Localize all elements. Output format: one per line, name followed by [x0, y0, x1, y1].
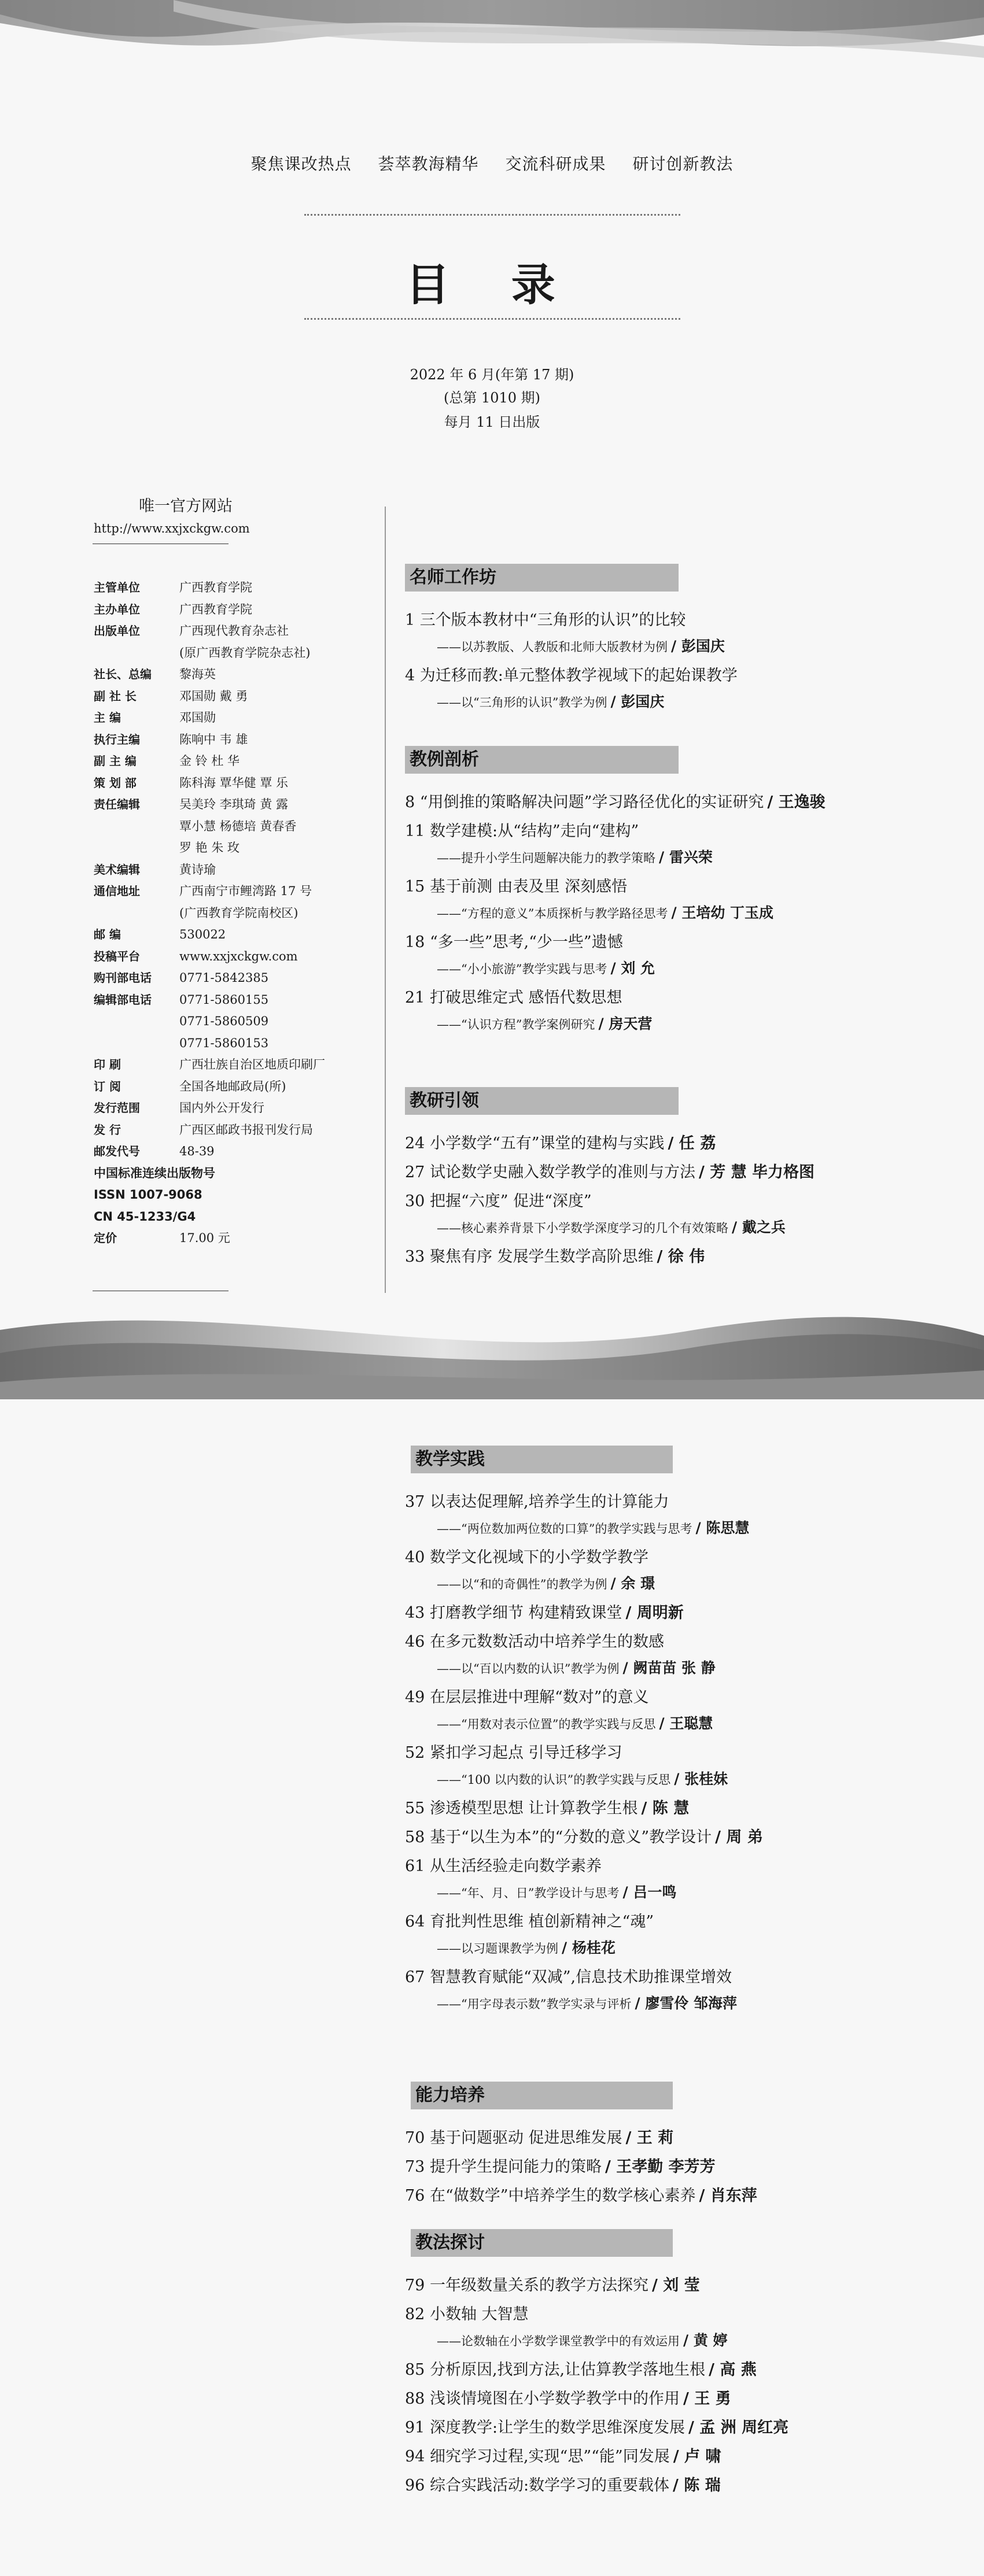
toc-entry-author: / 任 荔: [668, 1134, 716, 1152]
masthead-value: 邓国勋 戴 勇: [179, 689, 248, 703]
toc-entry[interactable]: [405, 818, 639, 841]
toc-entry-author: / 刘 允: [610, 960, 655, 977]
toc-entry-subtitle: [437, 635, 725, 656]
masthead-label: 定价: [94, 1231, 117, 1245]
website-url[interactable]: http://www.xxjxckgw.com: [94, 522, 250, 535]
toc-entry-subtitle: [437, 901, 773, 922]
toc-entry-author: / 周 弟: [715, 1828, 763, 1846]
toc-entry-title: 52 紧扣学习起点 引导迁移学习: [405, 1744, 622, 1762]
toc-entry-author: / 孟 洲 周红亮: [688, 2419, 789, 2437]
toc-subtitle-text: ——“100 以内数的认识”的教学实践与反思: [437, 1773, 671, 1787]
masthead-row: [94, 1033, 383, 1055]
toc-entry-subtitle: [437, 957, 655, 978]
toc-entry[interactable]: [405, 1544, 648, 1567]
toc-entry-author: / 卢 啸: [673, 2448, 721, 2466]
toc-entry-title: 55 渗透模型思想 让计算教学生根: [405, 1799, 638, 1817]
toc-entry-title: 27 试论数学史融入数学教学的准则与方法: [405, 1163, 695, 1181]
masthead-value: 广西教育学院: [179, 602, 252, 616]
masthead-row: [94, 707, 383, 729]
masthead-label: 发 行: [94, 1122, 121, 1137]
toc-entry-subtitle: [437, 1881, 676, 1902]
masthead-row: [94, 599, 383, 621]
toc-entry-title: 49 在层层推进中理解“数对”的意义: [405, 1688, 649, 1706]
masthead-value: 黎海英: [179, 667, 216, 681]
toc-entry[interactable]: [405, 1795, 689, 1818]
toc-entry-subtitle: [437, 1517, 749, 1538]
toc-entry-title: 67 智慧教育赋能“双减”,信息技术助推课堂增效: [405, 1968, 732, 1986]
masthead-label: 社长、总编: [94, 667, 152, 681]
toc-entry-subtitle: [437, 1216, 786, 1237]
toc-entry-subtitle: [437, 1768, 728, 1788]
masthead-label: 副 社 长: [94, 689, 137, 703]
toc-entry-author: / 彭国庆: [671, 638, 725, 655]
masthead-row: [94, 1054, 383, 1076]
masthead-value: (广西教育学院南校区): [179, 906, 298, 920]
toc-subtitle-text: ——“方程的意义”本质探析与教学路径思考: [437, 907, 668, 921]
section-heading: 教例剖析: [405, 746, 679, 774]
masthead-list: [94, 577, 383, 1250]
toc-entry-subtitle: [437, 846, 713, 867]
slogan: 聚焦课改热点: [250, 154, 352, 173]
toc-entry[interactable]: [405, 1964, 732, 1987]
toc-entry[interactable]: [405, 1740, 622, 1762]
masthead-row: [94, 1097, 383, 1119]
masthead-row: [94, 1206, 383, 1228]
column-divider: [385, 507, 386, 1293]
masthead-value: www.xxjxckgw.com: [179, 949, 298, 963]
toc-entry-title: 37 以表达促理解,培养学生的计算能力: [405, 1493, 669, 1511]
toc-entry-title: 58 基于“以生为本”的“分数的意义”教学设计: [405, 1828, 712, 1846]
masthead-value: 48-39: [179, 1144, 215, 1158]
website-heading: 唯一官方网站: [139, 497, 233, 515]
masthead-value: 覃小慧 杨德培 黄春香: [179, 819, 297, 833]
masthead-value: 530022: [179, 927, 226, 941]
toc-subtitle-text: ——以苏教版、人教版和北师大版教材为例: [437, 640, 668, 654]
masthead-row: [94, 1076, 383, 1098]
toc-subtitle-text: ——以习题课教学为例: [437, 1942, 558, 1956]
masthead-value: 17.00 元: [179, 1231, 230, 1245]
masthead-row: [94, 773, 383, 794]
toc-entry-subtitle: [437, 1572, 655, 1593]
masthead-row: [94, 989, 383, 1011]
page-title: 目 录: [406, 259, 578, 311]
masthead-row: [94, 859, 383, 881]
toc-entry-author: / 高 燕: [709, 2361, 757, 2379]
toc-entry-title: 61 从生活经验走向数学素养: [405, 1857, 602, 1875]
toc-entry[interactable]: [405, 1684, 649, 1707]
issue-total: (总第 1010 期): [443, 390, 541, 406]
masthead-label: 邮发代号: [94, 1144, 140, 1158]
masthead-row: [94, 1119, 383, 1141]
masthead-value: 广西南宁市鲤湾路 17 号: [179, 884, 312, 898]
toc-entry-title: 85 分析原因,找到方法,让估算教学落地生根: [405, 2361, 706, 2379]
toc-entry-author: / 陈思慧: [695, 1520, 750, 1536]
toc-entry-subtitle: [437, 1936, 616, 1957]
masthead-row: [94, 577, 383, 599]
masthead-row: [94, 1228, 383, 1250]
toc-entry-title: 70 基于问题驱动 促进思维发展: [405, 2129, 622, 2147]
toc-entry-author: / 阙苗苗 张 静: [622, 1660, 716, 1676]
toc-subtitle-text: ——“两位数加两位数的口算”的教学实践与思考: [437, 1522, 692, 1536]
toc-entry-title: 88 浅谈情境图在小学数学教学中的作用: [405, 2390, 680, 2408]
toc-entry-subtitle: [437, 1657, 716, 1677]
masthead-label: 投稿平台: [94, 949, 140, 963]
toc-entry-author: / 余 璟: [610, 1575, 655, 1592]
toc-entry[interactable]: [405, 1629, 664, 1651]
masthead-row: [94, 924, 383, 946]
toc-entry-subtitle: [437, 1012, 652, 1033]
toc-entry[interactable]: [405, 2301, 529, 2324]
masthead-label: 策 划 部: [94, 775, 137, 790]
toc-entry-title: 64 育批判性思维 植创新精神之“魂”: [405, 1913, 654, 1931]
masthead-value: 黄诗瑜: [179, 862, 216, 877]
toc-subtitle-text: ——论数轴在小学数学课堂教学中的有效运用: [437, 2334, 680, 2348]
toc-entry[interactable]: [405, 1188, 592, 1211]
toc-subtitle-text: ——以“百以内数的认识”教学为例: [437, 1662, 620, 1676]
top-wave-decoration: [0, 0, 984, 87]
toc-entry-title: 21 打破思维定式 感悟代数思想: [405, 989, 622, 1007]
toc-entry-author: / 廖雪伶 邹海萍: [635, 1995, 738, 2012]
toc-entry[interactable]: [405, 1909, 654, 1931]
toc-entry[interactable]: [405, 1600, 684, 1623]
toc-entry-author: / 肖东萍: [699, 2187, 757, 2205]
toc-entry-author: / 张桂妹: [674, 1771, 728, 1787]
toc-subtitle-text: ——核心素养背景下小学数学深度学习的几个有效策略: [437, 1221, 728, 1235]
toc-entry[interactable]: [405, 2386, 731, 2408]
toc-entry[interactable]: [405, 985, 622, 1007]
toc-entry-title: 96 综合实践活动:数学学习的重要载体: [405, 2477, 670, 2494]
section-heading: 教研引领: [405, 1087, 679, 1115]
masthead-value: 陈科海 覃华健 覃 乐: [179, 775, 289, 790]
toc-entry-title: 46 在多元数数活动中培养学生的数感: [405, 1633, 664, 1651]
toc-entry-author: / 王培幼 丁玉成: [671, 904, 774, 921]
toc-entry-author: / 王孝勤 李芳芳: [605, 2158, 716, 2176]
masthead-row: [94, 664, 383, 686]
toc-subtitle-text: ——“小小旅游”教学实践与思考: [437, 962, 607, 976]
masthead-row: [94, 620, 383, 642]
toc-entry[interactable]: [405, 1130, 716, 1153]
masthead-value: 广西教育学院: [179, 581, 252, 594]
masthead-value: 0771-5860509: [179, 1014, 269, 1028]
toc-entry-title: 33 聚焦有序 发展学生数学高阶思维: [405, 1248, 654, 1266]
masthead-value: 吴美玲 李琪琦 黄 露: [179, 797, 289, 811]
toc-entry[interactable]: [405, 2444, 721, 2466]
toc-entry[interactable]: [405, 2472, 721, 2495]
toc-entry[interactable]: [405, 1853, 602, 1876]
toc-entry-title: 24 小学数学“五有”课堂的建构与实践: [405, 1134, 665, 1152]
masthead-value: 0771-5860153: [179, 1036, 269, 1050]
middle-wave-decoration: [0, 1295, 984, 1399]
toc-entry-author: / 刘 莹: [651, 2276, 700, 2294]
masthead-value: 广西壮族自治区地质印刷厂: [179, 1058, 325, 1071]
masthead-row: [94, 967, 383, 989]
slogan: 研讨创新教法: [632, 154, 734, 173]
dotted-divider-bottom: [304, 318, 680, 320]
toc-subtitle-text: ——“用字母表示数”教学实录与评析: [437, 1997, 632, 2011]
toc-entry-author: / 戴之兵: [732, 1219, 786, 1236]
toc-entry[interactable]: [405, 2272, 700, 2295]
toc-entry-title: 40 数学文化视域下的小学数学教学: [405, 1548, 648, 1566]
issue-date: 2022 年 6 月(年第 17 期): [410, 367, 574, 383]
masthead-value: ISSN 1007-9068: [94, 1188, 202, 1202]
masthead-value: 中国标准连续出版物号: [94, 1166, 215, 1180]
masthead-row: [94, 642, 383, 664]
toc-entry-author: / 王聪慧: [659, 1715, 713, 1732]
section-heading: 教学实践: [411, 1446, 673, 1473]
masthead-value: 0771-5842385: [179, 971, 269, 985]
masthead-value: 金 铃 杜 华: [179, 754, 240, 768]
masthead-value: 广西区邮政书报刊发行局: [179, 1122, 313, 1137]
toc-entry-title: 79 一年级数量关系的教学方法探究: [405, 2276, 648, 2294]
toc-entry[interactable]: [405, 663, 738, 685]
section-heading: 名师工作坊: [405, 564, 679, 592]
masthead-value: 邓国勋: [179, 711, 216, 725]
masthead-label: 订 阅: [94, 1079, 121, 1093]
masthead-value: 0771-5860155: [179, 992, 269, 1007]
masthead-row: [94, 837, 383, 859]
toc-entry-author: / 陈 慧: [641, 1799, 690, 1817]
masthead-value: CN 45-1233/G4: [94, 1209, 196, 1224]
masthead-label: 主管单位: [94, 581, 140, 594]
toc-entry-author: / 周明新: [625, 1604, 684, 1622]
toc-entry-subtitle: [437, 1712, 713, 1733]
masthead-label: 邮 编: [94, 927, 121, 941]
toc-entry-subtitle: [437, 1992, 737, 2013]
masthead-value: (原广西教育学院杂志社): [179, 645, 311, 660]
toc-entry-title: 30 把握“六度” 促进“深度”: [405, 1192, 592, 1210]
masthead-row: [94, 1163, 383, 1185]
slogans: [0, 151, 984, 175]
toc-subtitle-text: ——以“和的奇偶性”的教学为例: [437, 1577, 607, 1591]
toc-entry-title: 43 打磨教学细节 构建精致课堂: [405, 1604, 622, 1622]
masthead-value: 陈响中 韦 雄: [179, 732, 248, 746]
masthead-row: [94, 816, 383, 838]
masthead-label: 美术编辑: [94, 862, 140, 877]
toc-entry-author: / 杨桂花: [562, 1939, 616, 1956]
toc-entry[interactable]: [405, 1824, 763, 1847]
masthead-row: [94, 794, 383, 816]
masthead-value: 罗 艳 朱 玫: [179, 841, 240, 855]
masthead-row: [94, 1011, 383, 1033]
toc-entry-author: / 王 莉: [625, 2129, 674, 2147]
toc-entry-subtitle: [437, 690, 664, 711]
toc-entry-author: / 芳 慧 毕力格图: [698, 1163, 815, 1181]
toc-entry-title: 4 为迁移而教:单元整体教学视域下的起始课教学: [405, 667, 738, 685]
slogan: 交流科研成果: [505, 154, 606, 173]
toc-entry-title: 15 基于前测 由表及里 深刻感悟: [405, 878, 628, 896]
masthead-label: 责任编辑: [94, 797, 140, 811]
toc-entry[interactable]: [405, 1159, 815, 1182]
toc-entry[interactable]: [405, 2154, 716, 2176]
masthead-row: [94, 1184, 383, 1206]
masthead-row: [94, 751, 383, 773]
toc-entry-title: 94 细究学习过程,实现“思”“能”同发展: [405, 2448, 670, 2466]
masthead-label: 发行范围: [94, 1101, 140, 1115]
issue-schedule: 每月 11 日出版: [444, 414, 540, 430]
masthead-label: 主办单位: [94, 602, 140, 616]
toc-entry[interactable]: [405, 929, 623, 952]
masthead-value: 广西现代教育杂志社: [179, 624, 289, 638]
masthead-label: 购刊部电话: [94, 971, 152, 985]
toc-entry-title: 1 三个版本教材中“三角形的认识”的比较: [405, 611, 686, 629]
toc-entry[interactable]: [405, 2357, 757, 2379]
masthead-label: 印 刷: [94, 1058, 121, 1071]
toc-entry[interactable]: [405, 789, 825, 812]
toc-entry[interactable]: [405, 2125, 673, 2148]
masthead-value: 全国各地邮政局(所): [179, 1079, 286, 1093]
masthead-row: [94, 729, 383, 751]
section-heading: 能力培养: [411, 2082, 673, 2109]
masthead-row: [94, 881, 383, 903]
masthead-row: [94, 946, 383, 968]
toc-entry-subtitle: [437, 2329, 728, 2350]
toc-entry-author: / 房天营: [598, 1015, 653, 1032]
dotted-divider-top: [304, 214, 680, 216]
toc-entry[interactable]: [405, 1489, 669, 1511]
masthead-value: 国内外公开发行: [179, 1101, 264, 1115]
masthead-label: 主 编: [94, 711, 121, 725]
toc-subtitle-text: ——提升小学生问题解决能力的教学策略: [437, 851, 655, 865]
toc-entry-title: 82 小数轴 大智慧: [405, 2305, 529, 2323]
toc-entry-author: / 吕一鸣: [622, 1884, 677, 1901]
toc-entry-title: 11 数学建模:从“结构”走向“建构”: [405, 822, 639, 840]
toc-subtitle-text: ——“用数对表示位置”的教学实践与反思: [437, 1717, 656, 1731]
toc-entry[interactable]: [405, 1244, 705, 1266]
masthead-label: 通信地址: [94, 884, 140, 898]
masthead-row: [94, 1141, 383, 1163]
masthead-label: 副 主 编: [94, 754, 137, 768]
toc-entry[interactable]: [405, 607, 686, 630]
toc-entry-author: / 黄 婷: [683, 2332, 728, 2349]
toc-entry-author: / 雷兴荣: [659, 849, 713, 866]
toc-entry-author: / 彭国庆: [610, 693, 665, 710]
masthead-label: 出版单位: [94, 624, 140, 638]
toc-entry-author: / 徐 伟: [657, 1248, 705, 1266]
toc-subtitle-text: ——“年、月、日”教学设计与思考: [437, 1886, 620, 1900]
toc-entry-title: 8 “用倒推的策略解决问题”学习路径优化的实证研究: [405, 793, 764, 811]
slogan: 荟萃教海精华: [378, 154, 479, 173]
masthead-label: 编辑部电话: [94, 992, 152, 1007]
toc-entry[interactable]: [405, 874, 627, 896]
masthead-row: [94, 686, 383, 708]
toc-entry[interactable]: [405, 2183, 757, 2205]
toc-entry-title: 73 提升学生提问能力的策略: [405, 2158, 602, 2176]
toc-entry-title: 18 “多一些”思考,“少一些”遗憾: [405, 933, 623, 951]
toc-entry-title: 91 深度教学:让学生的数学思维深度发展: [405, 2419, 686, 2437]
toc-subtitle-text: ——“认识方程”教学案例研究: [437, 1018, 595, 1032]
toc-entry-author: / 王逸骏: [767, 793, 825, 811]
toc-entry-title: 76 在“做数学”中培养学生的数学核心素养: [405, 2187, 696, 2205]
toc-entry-author: / 王 勇: [683, 2390, 731, 2408]
toc-entry[interactable]: [405, 2415, 788, 2437]
section-heading: 教法探讨: [411, 2229, 673, 2257]
masthead-row: [94, 903, 383, 925]
masthead-label: 执行主编: [94, 732, 140, 746]
toc-subtitle-text: ——以“三角形的认识”教学为例: [437, 696, 607, 709]
toc-entry-author: / 陈 瑞: [673, 2477, 721, 2494]
